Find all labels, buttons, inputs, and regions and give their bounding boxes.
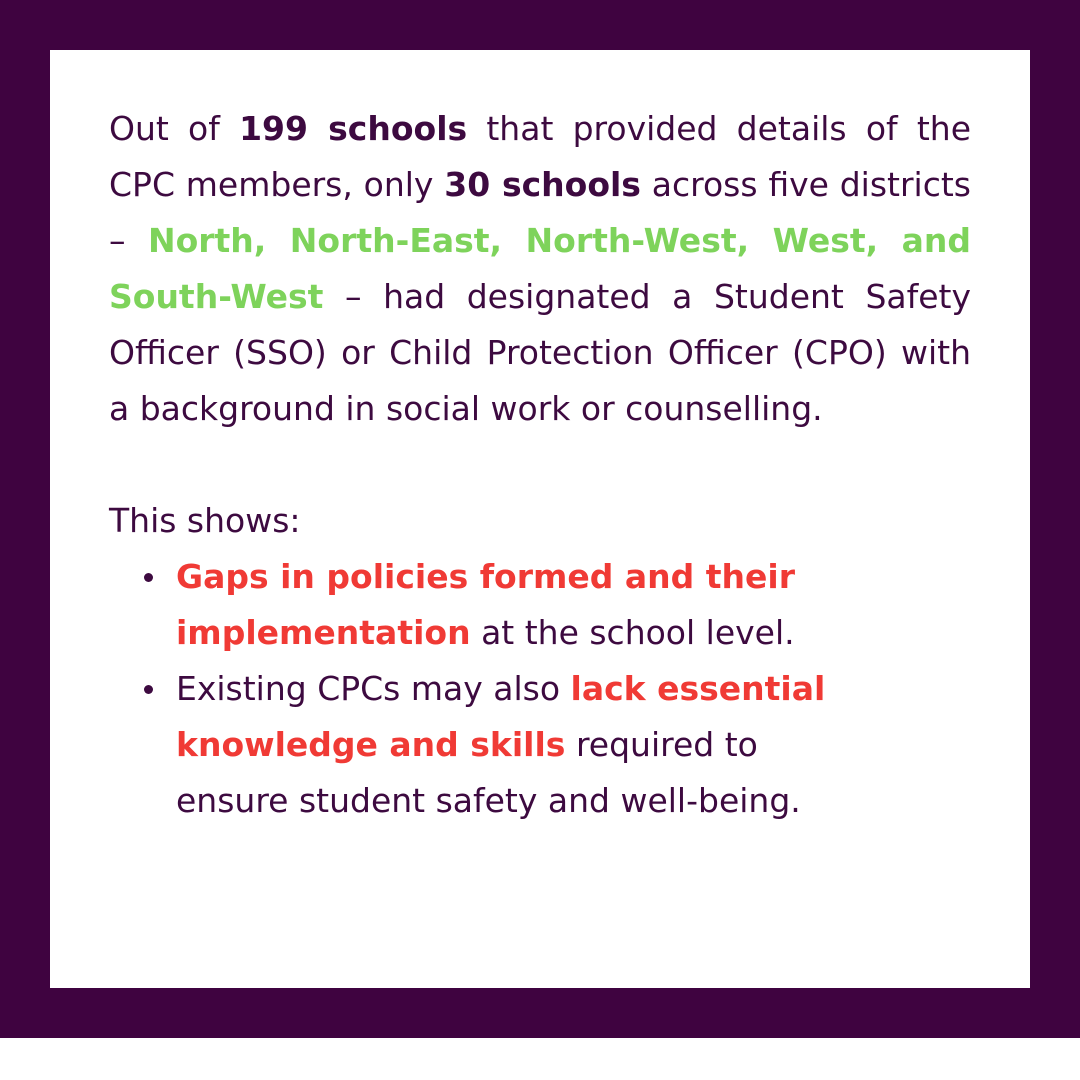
point-text: required to ensure student safety and well-being.	[176, 725, 801, 820]
findings-list	[109, 549, 826, 829]
intro-text-4: – had designated a Student Safety Officer (SSO) or Child Protection Officer (CPO) with a background in social work or counselling.	[109, 277, 971, 428]
list-item	[176, 549, 826, 661]
bullet-dot-icon	[144, 573, 153, 582]
point-highlight: Gaps in policies formed and their implementation	[176, 557, 795, 652]
point-text: at the school level.	[470, 613, 795, 652]
schools-count-30: 30 schools	[444, 165, 641, 204]
intro-paragraph	[109, 101, 971, 437]
intro-text-2: that provided details of the CPC members, only	[109, 109, 971, 204]
point-highlight: lack essential knowledge and skills	[176, 669, 826, 764]
this-shows-label: This shows:	[109, 501, 301, 540]
point-lead: Existing CPCs may also	[176, 669, 571, 708]
list-item	[176, 661, 826, 829]
districts-list: North, North-East, North-West, West, and South-West	[109, 221, 971, 316]
article-body	[109, 101, 971, 829]
intro-text-1: Out of	[109, 109, 240, 148]
schools-count-199: 199 schools	[239, 109, 468, 148]
bullet-dot-icon	[144, 685, 153, 694]
intro-text-3: across five districts –	[109, 165, 971, 260]
content-card	[50, 50, 1030, 988]
